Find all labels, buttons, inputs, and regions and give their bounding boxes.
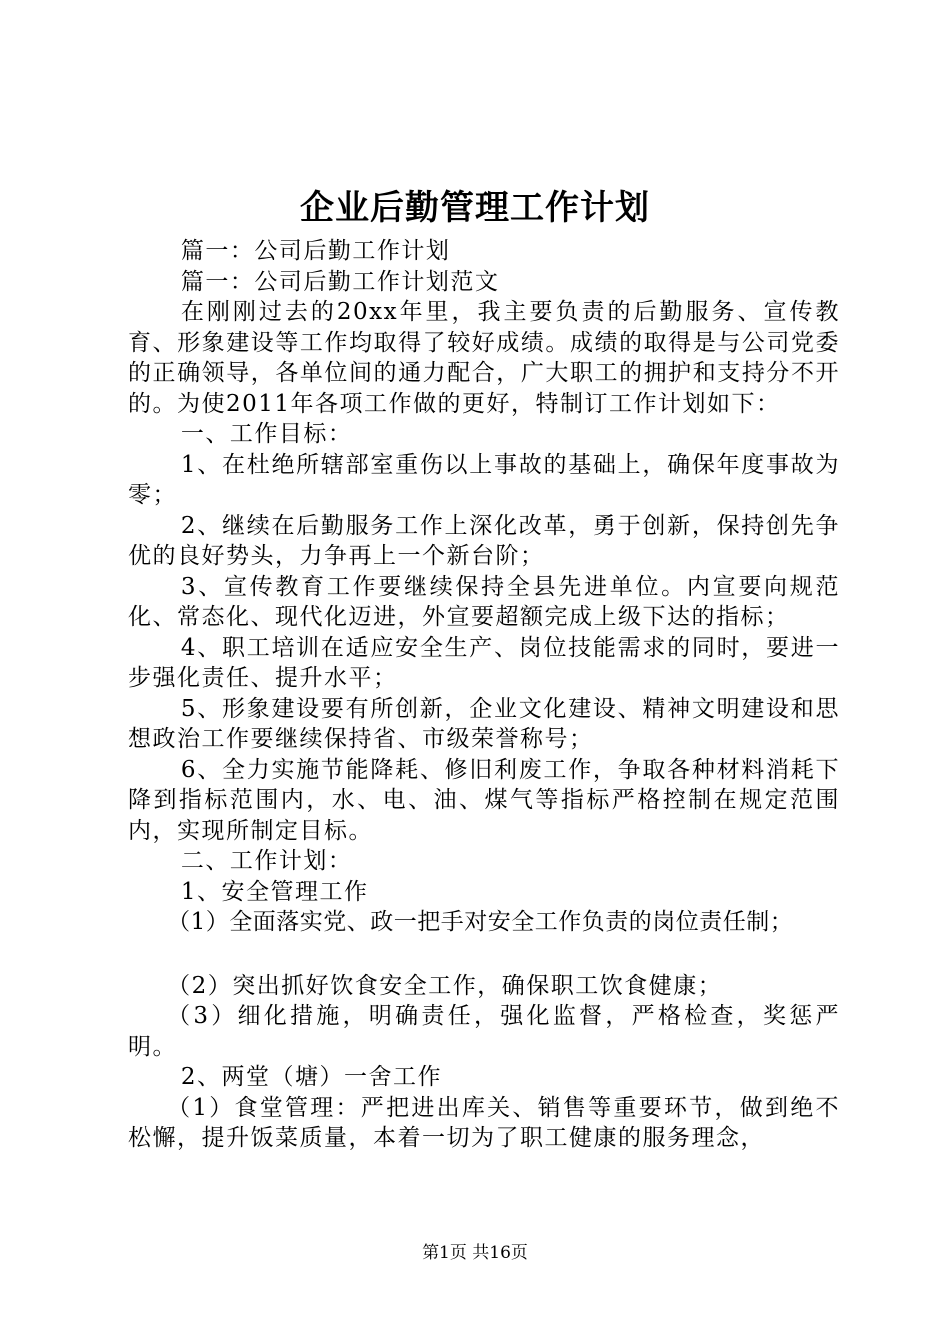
- paragraph-spacer: [128, 938, 840, 971]
- page-number: 第1页 共16页: [422, 1243, 528, 1263]
- section-heading: 篇一：公司后勤工作计划: [180, 238, 451, 264]
- list-item: 6、全力实施节能降耗、修旧利废工作，争取各种材料消耗下降到指标范围内，水、电、油、煤气等指标严格控制在规定范围内，实现所制定目标。: [128, 756, 840, 844]
- list-item: 2、继续在后勤服务工作上深化改革，勇于创新，保持创先争优的良好势头，力争再上一个新台阶；: [128, 512, 840, 569]
- list-item: （1）全面落实党、政一把手对安全工作负责的岗位责任制；: [167, 909, 794, 935]
- list-item: 1、在杜绝所辖部室重伤以上事故的基础上，确保年度事故为零；: [128, 451, 840, 508]
- subsection-heading: 1、安全管理工作: [180, 878, 369, 905]
- subsection-heading: 2、两堂（塘）一舍工作: [180, 1064, 443, 1090]
- body-paragraph: 在刚刚过去的20xx年里，我主要负责的后勤服务、宣传教育、形象建设等工作均取得了较好成绩。成绩的取得是与公司党委的正确领导，各单位间的通力配合，广大职工的拥护和支持分不开的。为使2011年各项工作做的更好，特制订工作计划如下：: [128, 299, 840, 417]
- section-heading: 二、工作计划：: [180, 848, 353, 874]
- list-item: 4、职工培训在适应安全生产、岗位技能需求的同时，要进一步强化责任、提升水平；: [128, 634, 840, 691]
- list-item: （2）突出抓好饮食安全工作，确保职工饮食健康；: [167, 972, 723, 999]
- list-item: （1）食堂管理：严把进出库关、销售等重要环节，做到绝不松懈，提升饭菜质量，本着一切为了职工健康的服务理念，: [128, 1094, 840, 1151]
- list-item: 5、形象建设要有所创新，企业文化建设、精神文明建设和思想政治工作要继续保持省、市级荣誉称号；: [128, 695, 840, 752]
- list-item: 3、宣传教育工作要继续保持全县先进单位。内宣要向规范化、常态化、现代化迈进，外宣要超额完成上级下达的指标；: [128, 573, 840, 630]
- section-heading: 一、工作目标：: [180, 421, 353, 447]
- document-title: 企业后勤管理工作计划: [300, 188, 650, 228]
- document-body: [128, 236, 840, 1154]
- list-item: （3）细化措施，明确责任，强化监督，严格检查，奖惩严明。: [128, 1003, 840, 1060]
- section-heading: 篇一：公司后勤工作计划范文: [180, 268, 500, 295]
